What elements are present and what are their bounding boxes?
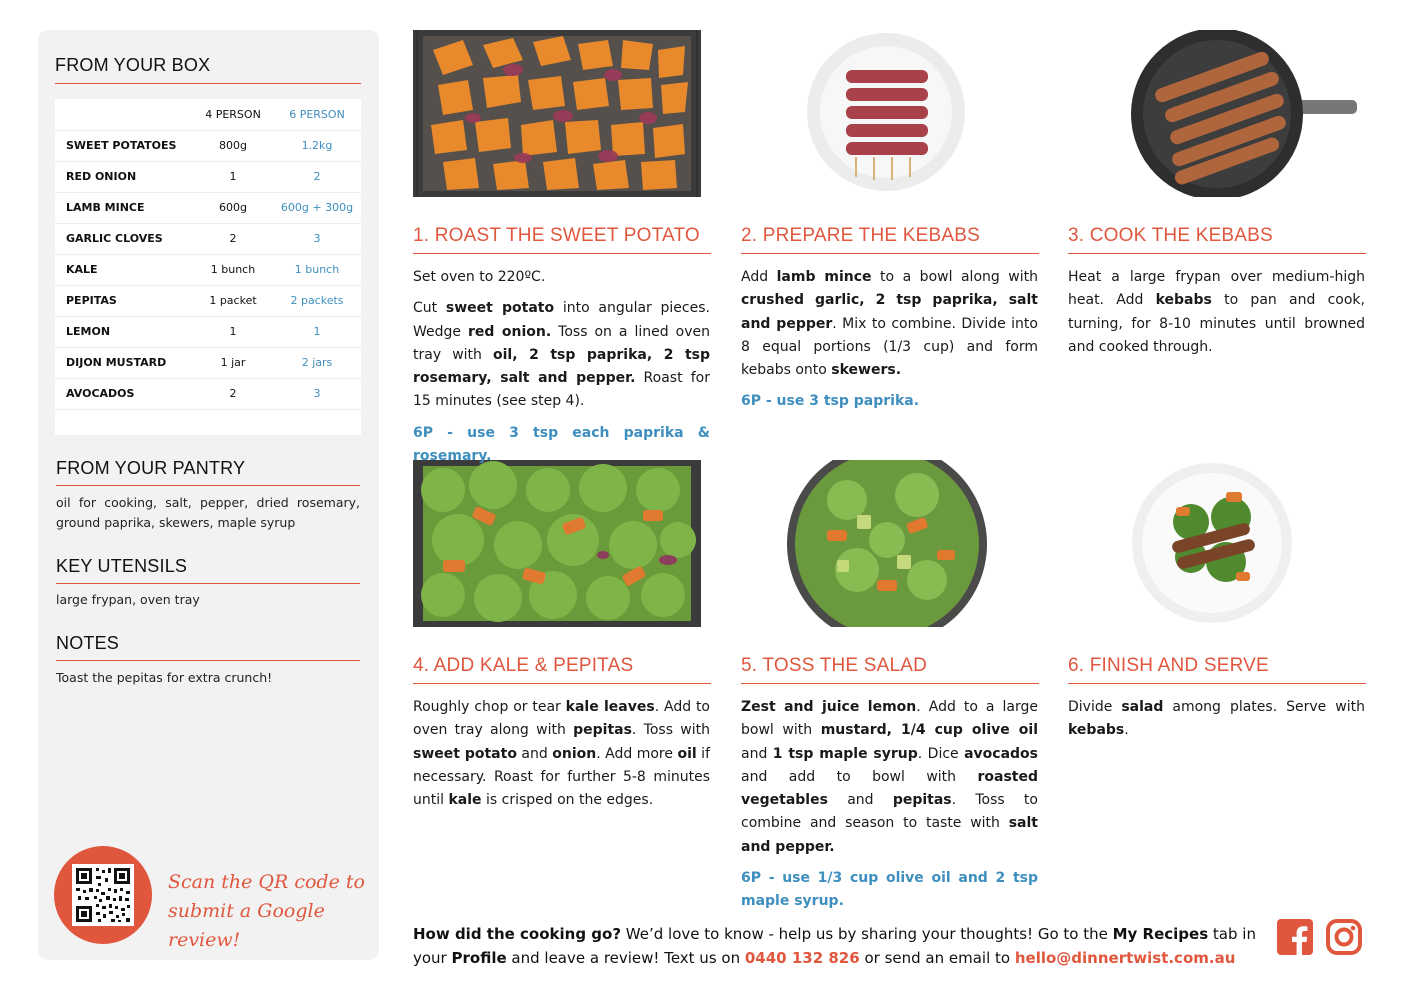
footer-question: How did the cooking go? [413,925,622,943]
step-4-photo [413,460,701,627]
text-run: . [1124,722,1129,739]
step-5-photo [787,460,987,627]
ingredient-6p: 1 [313,325,321,338]
step-1-para-2 [413,297,710,413]
text-run: Roughly chop or tear [413,699,566,715]
bold-text: mustard, 1/4 cup olive oil [820,722,1038,739]
ingredient-name: SWEET POTATOES [66,139,177,152]
ingredient-6p: 2 packets [290,294,344,307]
step-2-rule [741,253,1039,254]
step-1-6p-note: 6P - use 3 tsp each paprika & rosemary. [413,424,710,465]
text-run: if necessary. Roast for further 5-8 minutes until [413,745,710,809]
pantry-title: FROM YOUR PANTRY [56,458,246,478]
table-row [55,223,361,255]
bold-text: onion [552,745,597,762]
step-5-para-1 [741,696,1038,859]
text-run: Add [741,269,777,285]
facebook-icon[interactable] [1276,918,1314,956]
text-run: and add to bowl with [741,768,978,785]
step-2-title: 2. PREPARE THE KEBABS [741,225,980,246]
table-row [55,378,361,410]
footer-profile: Profile [451,949,507,967]
table-row [55,161,361,193]
ingredient-name: KALE [66,263,98,276]
table-row [55,347,361,379]
qr-caption [168,868,373,955]
notes-text: Toast the pepitas for extra crunch! [56,670,273,685]
table-row [55,316,361,348]
table-row [55,254,361,286]
step-1-title: 1. ROAST THE SWEET POTATO [413,225,700,246]
ingredient-6p: 2 [313,170,321,183]
bold-text: lamb mince [776,269,872,285]
notes-title: NOTES [56,633,120,653]
bold-text: 1 tsp maple syrup [772,745,918,762]
ingredient-6p: 2 jars [301,356,333,369]
box-title: FROM YOUR BOX [55,55,211,75]
step-1-rule [413,253,711,254]
ingredient-name: RED ONION [66,170,137,183]
table-header-4-person: 4 PERSON [205,108,261,121]
table-row [55,285,361,317]
text-run: to pan and cook, turning, for 8-10 minutes until browned and cooked through. [1068,292,1365,355]
text-run: into angular pieces. Wedge [413,300,710,340]
step-3-para-1 [1068,266,1365,359]
pantry-text: oil for cooking, salt, pepper, dried rosemary, ground paprika, skewers, maple syrup [56,495,360,530]
bold-text: roasted vegetables [741,768,1038,809]
bold-text: pepitas [573,722,632,739]
footer-my-recipes: My Recipes [1112,925,1209,943]
ingredient-name: LAMB MINCE [66,201,145,214]
text-run: Toss on a lined oven tray with [413,323,710,363]
bold-text: kale leaves [565,699,655,715]
ingredient-6p: 3 [313,387,321,400]
footer-phone-link[interactable]: 0440 132 826 [744,949,860,967]
qr-code-icon[interactable] [72,864,134,926]
bold-text: pepitas [892,792,952,809]
text-run: . Add more [596,745,678,762]
instagram-icon[interactable] [1325,918,1363,956]
ingredient-4p: 2 [229,387,237,400]
ingredient-name: DIJON MUSTARD [66,356,167,369]
qr-caption-line-2: submit a Google review! [168,900,325,951]
bold-text: kebabs [1068,722,1125,739]
ingredient-6p: 1.2kg [301,139,333,152]
bold-text: salad [1121,699,1164,715]
table-row [55,192,361,224]
footer-text-4: or send an email to [859,949,1015,967]
utensils-title-rule [56,583,360,584]
ingredient-6p: 3 [313,232,321,245]
ingredient-name: LEMON [66,325,111,338]
ingredient-4p: 1 packet [209,294,257,307]
step-3-photo [1107,30,1357,197]
feedback-footer [413,922,1263,970]
table-header-6-person: 6 PERSON [289,108,345,121]
pantry-title-rule [56,485,360,486]
text-run: to a bowl along with [871,269,1038,285]
text-run: . Add to a large bowl with [741,699,1039,739]
bold-text: oil [677,745,697,762]
footer-email-link[interactable]: hello@dinnertwist.com.au [1014,949,1236,967]
step-5-rule [741,683,1039,684]
text-run: Heat a large frypan over medium-high heat. Add [1068,269,1365,309]
text-run: . Toss with [631,722,710,739]
ingredient-4p: 2 [229,232,237,245]
ingredient-6p: 1 bunch [294,263,340,276]
step-6-body [1068,696,1365,751]
step-3-title: 3. COOK THE KEBABS [1068,225,1273,246]
bold-text: sweet potato [413,745,517,762]
text-run: . Toss to combine and season to taste with [741,792,1038,832]
step-4-body [413,696,710,820]
step-6-para-1 [1068,696,1365,743]
footer-text-1: We’d love to know - help us by sharing your thoughts! Go to the [621,925,1113,943]
ingredient-name: GARLIC CLOVES [66,232,163,245]
step-4-rule [413,683,711,684]
step-2-body [741,266,1038,422]
footer-text-2: tab in your [413,925,1256,967]
text-run: among plates. Serve with [1163,699,1365,715]
bold-text: crushed garlic, 2 tsp paprika, salt and pepper [741,292,1038,332]
bold-text: kale [448,792,482,809]
step-6-rule [1068,683,1366,684]
text-run: and [827,792,893,809]
text-run: . Dice [917,745,965,762]
step-5-title: 5. TOSS THE SALAD [741,655,928,676]
notes-title-rule [56,660,360,661]
text-run: is crisped on the edges. [481,792,654,809]
step-1-para-1: Set oven to 220ºC. [413,269,546,285]
bold-text: oil, 2 tsp paprika, 2 tsp rosemary, salt and pepper. [413,346,711,387]
text-run: . Add to oven tray along with [413,699,710,739]
step-5-body [741,696,1038,922]
table-row [55,130,361,162]
bold-text: avocados [964,745,1038,762]
step-6-title: 6. FINISH AND SERVE [1068,655,1269,676]
bold-text: Zest and juice lemon [741,699,917,715]
step-1-photo [413,30,701,197]
step-4-title: 4. ADD KALE & PEPITAS [413,655,634,676]
step-6-photo [1131,462,1293,624]
ingredient-4p: 1 jar [220,356,246,369]
box-title-rule [55,83,361,84]
text-run: and [516,745,553,762]
bold-text: red onion. [468,323,552,340]
step-2-photo [806,32,966,192]
bold-text: sweet potato [445,300,555,317]
utensils-title: KEY UTENSILS [56,556,188,576]
step-3-body [1068,266,1365,367]
ingredient-4p: 600g [219,201,247,214]
step-4-para-1 [413,696,710,812]
bold-text: skewers. [831,362,902,379]
bold-text: kebabs [1155,292,1212,309]
ingredient-4p: 1 [229,325,237,338]
step-3-rule [1068,253,1366,254]
step-5-6p-note: 6P - use 1/3 cup olive oil and 2 tsp maple syrup. [741,870,1038,910]
step-2-6p-note: 6P - use 3 tsp paprika. [741,393,920,410]
bold-text: salt and pepper. [741,815,1038,855]
ingredients-table [55,99,361,435]
utensils-text: large frypan, oven tray [56,592,200,607]
text-run: and [741,745,773,762]
text-run: Divide [1068,699,1122,715]
ingredient-6p: 600g + 300g [280,201,354,214]
ingredient-name: PEPITAS [66,294,117,307]
footer-text-3: and leave a review! Text us on [506,949,745,967]
text-run: Cut [413,300,446,317]
text-run: Roast for 15 minutes (see step 4). [413,370,710,410]
qr-caption-line-1: Scan the QR code to [168,871,365,893]
ingredient-4p: 800g [219,139,247,152]
step-1-body [413,266,710,476]
text-run: . Mix to combine. Divide into 8 equal portions (1/3 cup) and form kebabs onto [741,315,1038,379]
ingredient-name: AVOCADOS [66,387,135,400]
table-header-row [55,99,361,131]
ingredient-4p: 1 bunch [210,263,256,276]
ingredient-4p: 1 [229,170,237,183]
step-2-para-1 [741,266,1038,382]
